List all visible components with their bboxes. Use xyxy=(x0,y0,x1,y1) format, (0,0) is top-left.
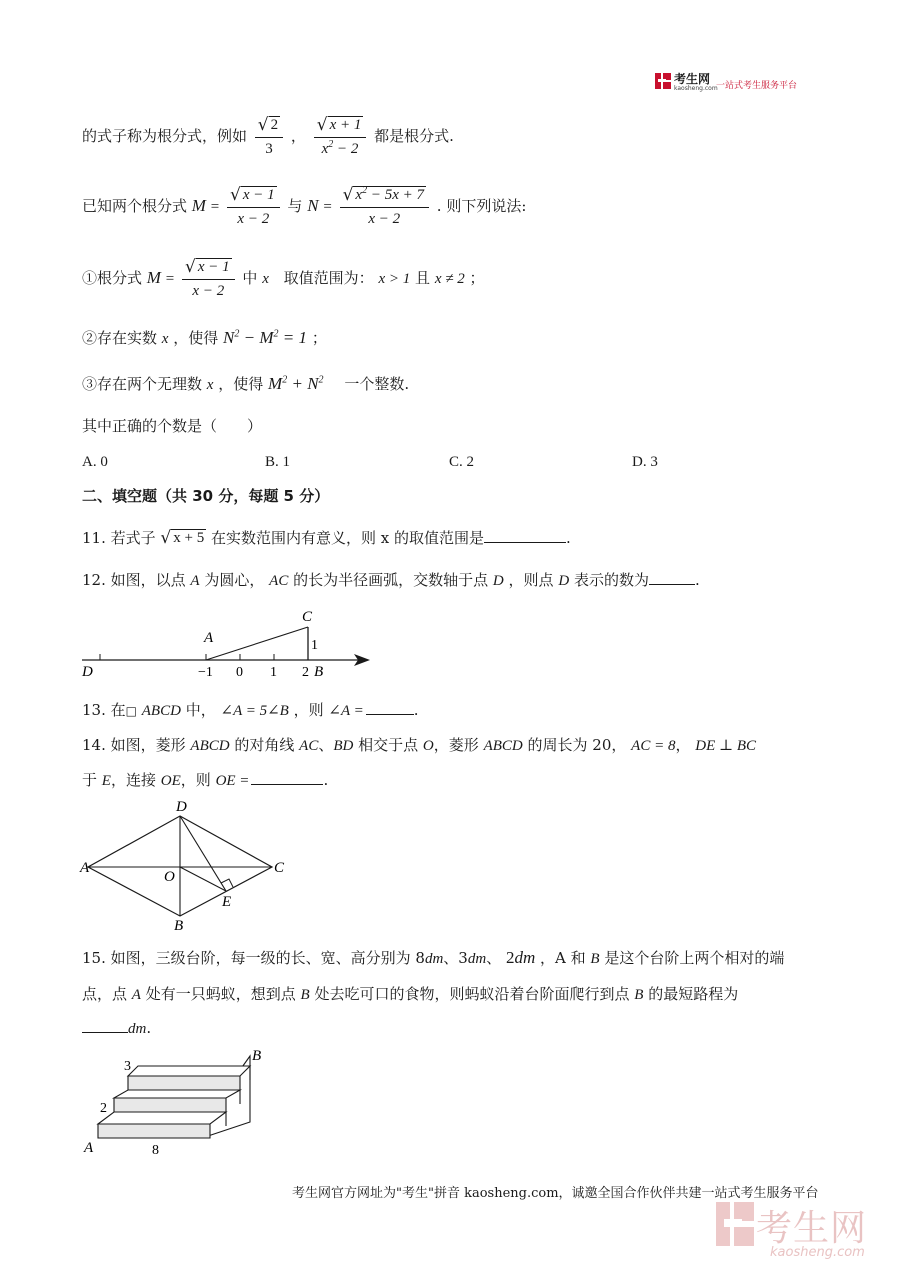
question-13 xyxy=(82,700,419,721)
label-O: O xyxy=(164,869,175,885)
exp: 2 xyxy=(282,374,288,386)
M-denominator: x − 2 xyxy=(237,211,270,227)
footer-text: 考生网官方网址为"考生"拼音 kaosheng.com，诚邀全国合作伙伴共建一站式考生服务平台 xyxy=(292,1186,819,1201)
parallelogram-symbol: □ xyxy=(125,704,137,718)
point-B: B xyxy=(634,987,644,1003)
fraction-M: √ x − 1 x − 2 xyxy=(182,258,235,300)
question-14-line-1 xyxy=(82,735,756,756)
diagonal-AC: AC xyxy=(299,738,319,754)
figure-number-line xyxy=(76,600,386,680)
logo-name: 考生网 xyxy=(674,72,711,86)
symbol-M: M xyxy=(191,196,206,215)
q15-text: 是这个台阶上两个相对的端 xyxy=(604,949,785,967)
s3-text: ③存在两个无理数 xyxy=(82,375,203,393)
symbol-N: N xyxy=(223,328,235,347)
answer-blank-13[interactable] xyxy=(366,700,414,715)
s1-and: 且 xyxy=(415,269,431,287)
height-2: 2 xyxy=(505,948,515,967)
label-B: B xyxy=(174,918,184,934)
label-length-1: 1 xyxy=(311,638,318,653)
label-B: B xyxy=(314,664,324,680)
q12-end: . xyxy=(694,571,700,589)
N-denominator: x − 2 xyxy=(368,211,401,227)
label-A: A xyxy=(80,860,90,876)
s1-text: 中 xyxy=(242,269,258,287)
label-minus-1: −1 xyxy=(198,665,213,680)
label-E: E xyxy=(222,894,232,910)
question-12 xyxy=(82,570,700,591)
q11-text: 在实数范围内有意义，则 x 的取值范围是 xyxy=(211,529,484,547)
intro-and: 与 xyxy=(287,197,303,215)
step-3-front xyxy=(128,1076,240,1090)
segment-OE: OE xyxy=(160,773,181,789)
s2-text: ②存在实数 xyxy=(82,329,158,347)
plus: + xyxy=(287,374,308,393)
q15-end: . xyxy=(146,1019,152,1037)
ex1-numerator: 2 xyxy=(270,117,279,133)
q13-end: . xyxy=(413,701,419,719)
var-x: x xyxy=(161,331,169,347)
step-2-front xyxy=(114,1098,226,1112)
question-15-line-2 xyxy=(82,984,738,1005)
label-D: D xyxy=(82,664,93,680)
unit-dm: dm xyxy=(514,948,536,967)
example-fraction-1: √ 2 3 xyxy=(255,116,283,158)
point-B: B xyxy=(300,987,310,1003)
comma: ， xyxy=(290,127,306,145)
condition-AC: AC = 8 xyxy=(631,738,676,754)
q13-text: ，则 xyxy=(293,701,324,719)
q15-text: 处去吃可口的食物，则蚂蚁沿着台阶面爬行到点 xyxy=(314,985,630,1003)
point-D: D xyxy=(558,573,570,589)
intro-text: 已知两个根分式 xyxy=(82,197,188,215)
label-0: 0 xyxy=(236,665,243,680)
M-numerator: x − 1 xyxy=(197,259,230,275)
figure-rhombus xyxy=(76,796,296,936)
answer-blank-11[interactable] xyxy=(484,528,566,543)
label-A: A xyxy=(204,630,214,646)
shape-ABCD: ABCD xyxy=(190,738,230,754)
s1-text: ①根分式 xyxy=(82,269,143,287)
q12-text: ，则点 xyxy=(508,571,554,589)
point-D: D xyxy=(492,573,504,589)
question-14-line-2 xyxy=(82,770,328,791)
statement-3 xyxy=(82,374,409,395)
figure-stairs xyxy=(80,1046,280,1162)
ex2-den-exp: 2 xyxy=(328,139,334,150)
OE-ask: OE = xyxy=(215,773,250,789)
step-2-top xyxy=(114,1090,240,1098)
intro-line-1 xyxy=(82,116,454,158)
q15-text: 、3 xyxy=(443,949,468,967)
s2-text: ，使得 xyxy=(173,329,219,347)
q13-text: 中， xyxy=(185,701,216,719)
exp: 2 xyxy=(273,328,279,340)
unit-dm: dm xyxy=(467,951,487,967)
q14-text: 的对角线 xyxy=(234,736,295,754)
question-15-line-1 xyxy=(82,948,784,969)
q11-text: 11. 若式子 xyxy=(82,529,156,547)
option-a[interactable]: A. 0 xyxy=(82,454,108,470)
symbol-N: N xyxy=(307,374,319,393)
option-b[interactable]: B. 1 xyxy=(265,454,291,470)
statement-1 xyxy=(82,258,485,300)
ex1-denominator: 3 xyxy=(265,141,273,157)
q14-text: 14. 如图，菱形 xyxy=(82,736,186,754)
q12-text: 为圆心， xyxy=(204,571,265,589)
example-fraction-2: √ x + 1 $x^2 - 2$ xyxy=(314,116,367,158)
point-B: B xyxy=(590,951,600,967)
s1-condition-1: x > 1 xyxy=(378,271,411,287)
label-8: 8 xyxy=(152,1143,159,1158)
minus: − xyxy=(239,328,260,347)
label-2: 2 xyxy=(302,665,309,680)
point-O: O xyxy=(422,738,434,754)
symbol-N: N xyxy=(307,196,319,215)
q14-text: 于 xyxy=(82,771,98,789)
symbol-M: M xyxy=(146,268,161,287)
fraction-M: √ x − 1 x − 2 xyxy=(227,186,280,228)
segment-AC: AC xyxy=(269,573,289,589)
question-11: 11. 若式子 √ x + 5 在实数范围内有意义，则 x 的取值范围是 . xyxy=(82,528,571,548)
symbol-M: M xyxy=(268,374,283,393)
q14-end: . xyxy=(323,771,329,789)
q14-sep: ， xyxy=(675,736,691,754)
watermark-url: kaosheng.com xyxy=(770,1245,865,1260)
q15-text: ，A 和 xyxy=(540,949,586,967)
label-A: A xyxy=(84,1140,94,1156)
step-1-top xyxy=(98,1112,226,1124)
M-numerator: x − 1 xyxy=(242,187,275,203)
option-d[interactable]: D. 3 xyxy=(632,454,658,470)
label-B: B xyxy=(252,1048,262,1064)
exp: 2 xyxy=(234,328,240,340)
q15-text: 的最短路程为 xyxy=(648,985,739,1003)
label-2: 2 xyxy=(100,1101,107,1116)
point-A: A xyxy=(131,987,141,1003)
q14-text: ，连接 xyxy=(110,771,156,789)
s1-condition-2: x ≠ 2 xyxy=(434,271,465,287)
segment-AC-line xyxy=(206,627,308,660)
M-denominator: x − 2 xyxy=(192,283,225,299)
label-C: C xyxy=(274,860,285,876)
q11-radicand: x + 5 xyxy=(173,530,205,546)
s1-text: 取值范围为： xyxy=(283,269,374,287)
equals: = xyxy=(210,199,220,215)
intro-line-2 xyxy=(82,186,526,228)
q15-text: 、 xyxy=(486,949,502,967)
equals: = xyxy=(323,199,332,215)
q12-text: 12. 如图，以点 xyxy=(82,571,186,589)
q14-text: 的周长为 20， xyxy=(527,736,627,754)
question-prompt: 其中正确的个数是（ ） xyxy=(82,417,263,435)
angle-relation: ∠A = 5∠B xyxy=(220,703,289,719)
unit-dm: dm xyxy=(424,951,444,967)
s2-end: ； xyxy=(311,329,327,347)
answer-blank-14[interactable] xyxy=(251,770,323,785)
option-c[interactable]: C. 2 xyxy=(449,454,475,470)
q14-text: 相交于点 xyxy=(358,736,419,754)
q12-text: 的长为半径画弧，交数轴于点 xyxy=(293,571,489,589)
var-x: x xyxy=(206,377,214,393)
q13-text: 13. 在 xyxy=(82,701,126,719)
label-D: D xyxy=(176,799,187,815)
shape-ABCD: ABCD xyxy=(483,738,523,754)
q14-text: ，则 xyxy=(180,771,211,789)
fraction-N: √ $x^2 - 5x + 7$ x − 2 xyxy=(340,186,429,228)
s1-end: ； xyxy=(469,269,485,287)
logo-url: kaosheng.com xyxy=(674,85,718,92)
diagonal-BD: BD xyxy=(333,738,354,754)
label-C: C xyxy=(302,609,313,625)
intro-text-end: 都是根分式. xyxy=(374,127,454,145)
N-num-base: x xyxy=(355,187,363,203)
ex2-den-base: x xyxy=(321,141,329,157)
shape-ABCD: ABCD xyxy=(141,703,181,719)
statement-2 xyxy=(82,328,327,349)
section-title: 二、填空题（共 30 分，每题 5 分） xyxy=(82,487,330,505)
symbol-M: M xyxy=(259,328,274,347)
intro-text: 的式子称为根分式，例如 xyxy=(82,127,248,145)
q14-sep: 、 xyxy=(318,736,334,754)
ex2-numerator: x + 1 xyxy=(329,117,362,133)
answer-blank-15[interactable] xyxy=(82,1018,128,1033)
ex2-den-rest: − 2 xyxy=(333,141,359,157)
N-num-exp: 2 xyxy=(362,185,368,196)
angle-A-ask: ∠A = xyxy=(328,703,364,719)
q12-text: 表示的数为 xyxy=(573,571,649,589)
eq-one: = 1 xyxy=(278,328,308,347)
point-A: A xyxy=(190,573,200,589)
logo-icon xyxy=(655,73,671,89)
s3-text: ，使得 xyxy=(218,375,264,393)
q15-text: 处有一只蚂蚁，想到点 xyxy=(145,985,296,1003)
logo-slogan: 一站式考生服务平台 xyxy=(716,81,798,91)
step-1-front xyxy=(98,1124,210,1138)
q15-text: 点，点 xyxy=(82,985,128,1003)
watermark-name: 考生网 xyxy=(756,1208,868,1249)
step-3-top xyxy=(128,1066,250,1076)
question-15-line-3 xyxy=(82,1018,151,1039)
q15-text: 15. 如图，三级台阶，每一级的长、宽、高分别为 8 xyxy=(82,949,425,967)
s3-text: 一个整数. xyxy=(344,375,410,393)
equals: = xyxy=(165,271,175,287)
watermark-logo-icon xyxy=(716,1202,754,1246)
answer-blank-12[interactable] xyxy=(649,570,695,585)
q11-end: . xyxy=(566,529,571,547)
label-3: 3 xyxy=(124,1059,131,1074)
q14-text: ，菱形 xyxy=(433,736,479,754)
unit-dm: dm xyxy=(128,1021,147,1037)
label-1: 1 xyxy=(270,665,277,680)
condition-DE-perp-BC: DE ⊥ BC xyxy=(695,738,757,754)
var-x: x xyxy=(262,271,269,287)
exp: 2 xyxy=(318,374,324,386)
point-E: E xyxy=(101,773,111,789)
N-num-rest: − 5x + 7 xyxy=(367,187,424,203)
intro-text-end: . 则下列说法: xyxy=(436,197,527,215)
segment-DE-line xyxy=(180,816,226,891)
